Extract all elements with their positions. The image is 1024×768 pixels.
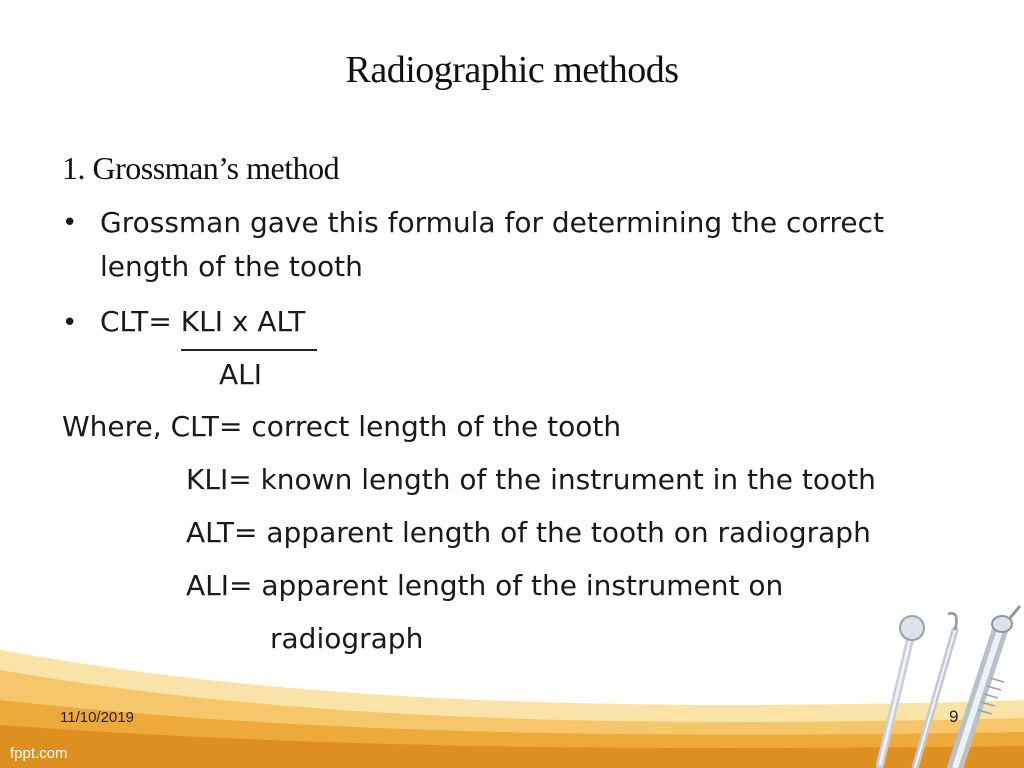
- definition-ali-continued: radiograph: [270, 622, 424, 655]
- dental-tools-illustration: [860, 600, 1024, 768]
- dental-handpiece-icon: [955, 606, 1020, 768]
- definition-ali: ALI= apparent length of the instrument on: [186, 569, 784, 602]
- bullet-marker: •: [62, 208, 78, 238]
- page-number: 9: [949, 707, 959, 726]
- definition-alt: ALT= apparent length of the tooth on radiograph: [186, 516, 871, 549]
- bullet-marker: •: [62, 308, 78, 338]
- formula-numerator: CLT= KLI x ALT: [100, 305, 306, 338]
- footer-date: 11/10/2019: [60, 709, 134, 726]
- section-heading: 1. Grossman’s method: [62, 150, 340, 186]
- fraction-bar: [181, 349, 317, 351]
- definition-kli: KLI= known length of the instrument in the tooth: [186, 463, 876, 496]
- where-line: Where, CLT= correct length of the tooth: [62, 410, 622, 443]
- brand-logo: fppt.com: [10, 745, 68, 762]
- formula-denominator: ALI: [219, 358, 263, 391]
- slide-title: Radiographic methods: [345, 49, 679, 91]
- dental-mirror-icon: [880, 616, 924, 765]
- bullet-text-1-continued: length of the tooth: [100, 250, 363, 283]
- bullet-text-1: Grossman gave this formula for determining the correct: [100, 206, 884, 239]
